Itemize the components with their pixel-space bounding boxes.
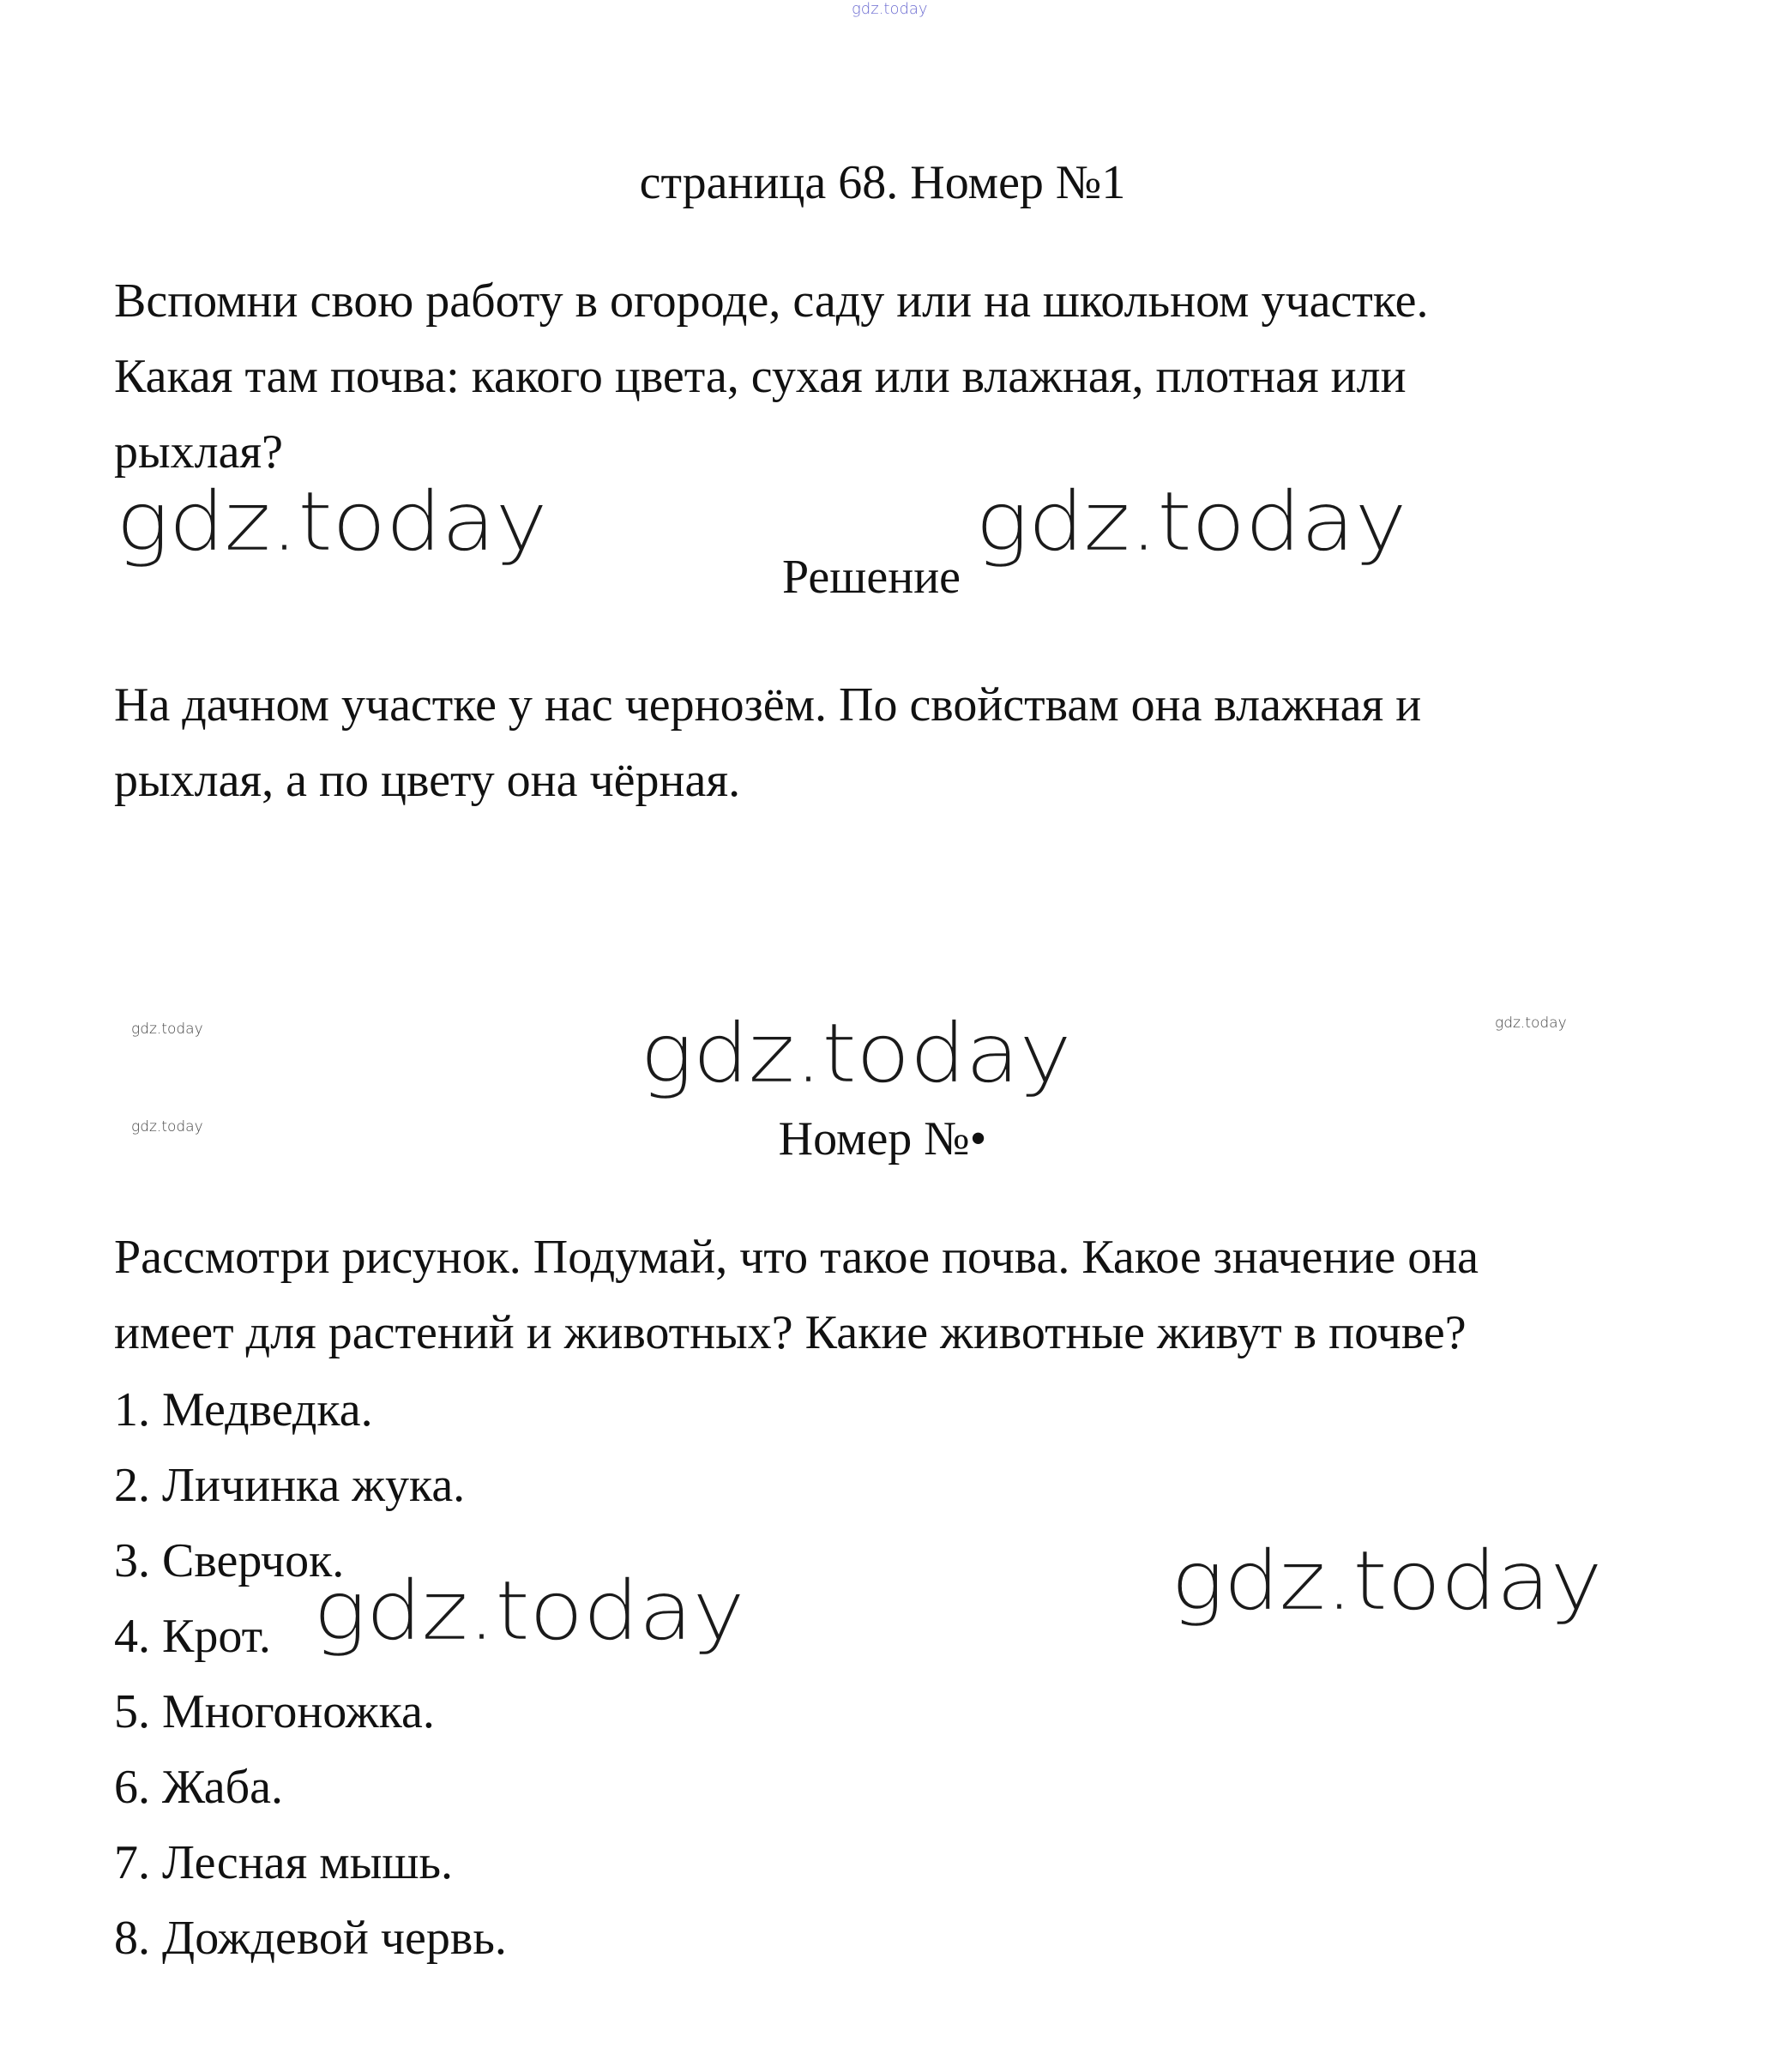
question-line: Рассмотри рисунок. Подумай, что такое почва. Какое значение она: [114, 1231, 1479, 1284]
watermark-large: gdz.today: [975, 473, 1407, 569]
solution-label: Решение: [782, 551, 961, 604]
watermark-small: gdz.today: [1495, 1015, 1567, 1032]
list-item: 4. Крот.: [114, 1610, 271, 1663]
section2-title: Номер №•: [778, 1112, 987, 1166]
watermark-large: gdz.today: [1171, 1532, 1602, 1629]
list-item: 1. Медведка.: [114, 1383, 373, 1437]
watermark-top: gdz.today: [852, 0, 928, 18]
watermark-large: gdz.today: [116, 473, 547, 569]
section1-question: [114, 263, 1429, 490]
watermark-large: gdz.today: [640, 1004, 1071, 1101]
answer-line: рыхлая, а по цвету она чёрная.: [114, 754, 741, 807]
section1-title: страница 68. Номер №1: [639, 156, 1126, 209]
animals-list: [114, 1372, 507, 1976]
list-item: 7. Лесная мышь.: [114, 1836, 454, 1889]
question-line: рыхлая?: [114, 425, 284, 479]
watermark-large: gdz.today: [313, 1562, 744, 1659]
list-item: 3. Сверчок.: [114, 1534, 345, 1587]
answer-line: На дачном участке у нас чернозём. По свойствам она влажная и: [114, 678, 1422, 732]
question-line: имеет для растений и животных? Какие животные живут в почве?: [114, 1306, 1467, 1359]
question-line: Вспомни свою работу в огороде, саду или на школьном участке.: [114, 274, 1429, 328]
question-line: Какая там почва: какого цвета, сухая или влажная, плотная или: [114, 350, 1407, 403]
section2-question: [114, 1220, 1479, 1370]
watermark-small: gdz.today: [131, 1021, 203, 1038]
list-item: 6. Жаба.: [114, 1761, 283, 1814]
list-item: 8. Дождевой червь.: [114, 1912, 507, 1965]
watermark-small: gdz.today: [131, 1118, 203, 1135]
list-item: 2. Личинка жука.: [114, 1459, 466, 1512]
list-item: 5. Многоножка.: [114, 1685, 435, 1738]
section1-answer: [114, 667, 1421, 818]
